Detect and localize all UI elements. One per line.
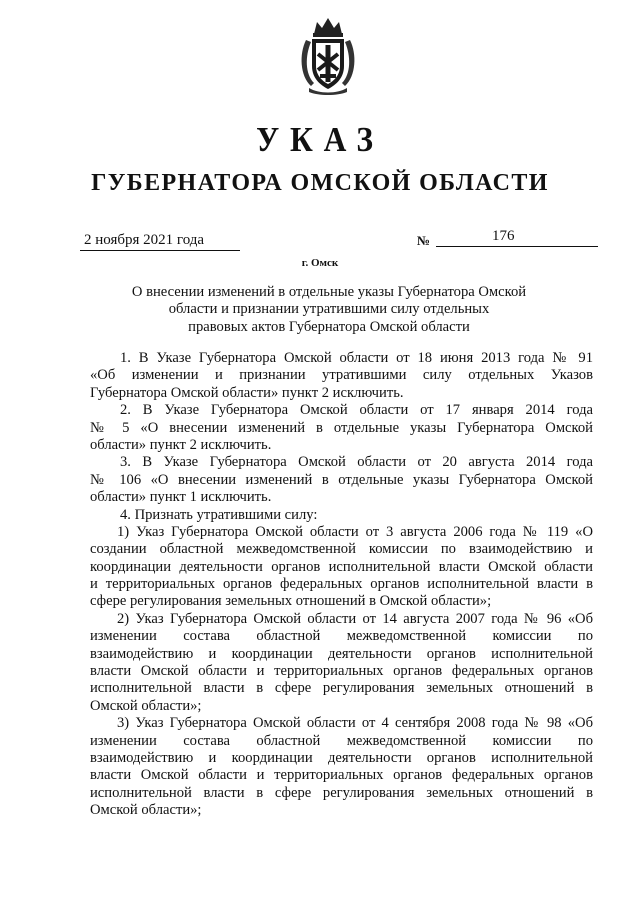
- number-label: №: [417, 233, 431, 248]
- heading-line: правовых актов Губернатора Омской области: [188, 318, 470, 335]
- body-line: 4. Признать утратившими силу:: [120, 506, 318, 523]
- body-line: власти Омской области и территориальных органов федеральных органов: [90, 663, 593, 680]
- body-line: 1. В Указе Губернатора Омской области от 18 июня 2013 года № 91: [120, 350, 593, 366]
- body-line: 1) Указ Губернатора Омской области от 3 августа 2006 года № 119 «О: [117, 523, 593, 540]
- body-line: координации деятельности органов исполнительной власти Омской области: [90, 558, 593, 575]
- body-line: создании областной межведомственной комиссии по взаимодействию и: [90, 541, 593, 558]
- document-body: [90, 350, 593, 820]
- body-line: взаимодействию и координации деятельности органов исполнительной: [90, 749, 593, 766]
- date-field: [80, 232, 240, 251]
- document-title: УКАЗ: [256, 120, 384, 159]
- document-date: 2 ноября 2021 года: [84, 232, 205, 248]
- body-line: изменении состава областной межведомственной комиссии по: [90, 628, 593, 645]
- body-line: и территориальных органов федеральных органов исполнительной власти в: [90, 576, 593, 593]
- body-line: исполнительной власти в сфере регулирования земельных отношений в: [90, 784, 593, 801]
- body-line: взаимодействию и координации деятельности органов исполнительной: [90, 645, 593, 662]
- body-line: сфере регулирования земельных отношений в Омской области»;: [90, 593, 492, 610]
- document-city: г. Омск: [301, 257, 339, 269]
- coat-of-arms-emblem: [297, 14, 359, 96]
- document-subtitle: ГУБЕРНАТОРА ОМСКОЙ ОБЛАСТИ: [91, 170, 549, 196]
- body-line: № 106 «О внесении изменений в отдельные указы Губернатора Омской: [90, 471, 593, 488]
- document-heading: [112, 284, 546, 336]
- body-line: исполнительной власти в сфере регулирования земельных отношений в: [90, 680, 593, 697]
- body-line: области» пункт 1 исключить.: [90, 489, 272, 506]
- body-line: «Об изменении и признании утратившими силу отдельных Указов: [90, 367, 593, 384]
- body-line: Омской области»;: [90, 802, 202, 819]
- body-line: 3) Указ Губернатора Омской области от 4 сентября 2008 года № 98 «Об: [117, 715, 593, 732]
- number-field: [436, 228, 598, 247]
- document-number: 176: [492, 228, 515, 244]
- body-line: 2. В Указе Губернатора Омской области от 17 января 2014 года: [120, 402, 593, 419]
- body-line: 2) Указ Губернатора Омской области от 14 августа 2007 года № 96 «Об: [117, 610, 593, 627]
- heading-line: О внесении изменений в отдельные указы Губернатора Омской: [131, 284, 527, 300]
- body-line: власти Омской области и территориальных органов федеральных органов: [90, 767, 593, 784]
- body-line: изменении состава областной межведомственной комиссии по: [90, 732, 593, 749]
- body-line: области» пункт 2 исключить.: [90, 436, 272, 453]
- heading-line: области и признании утратившими силу отдельных: [168, 301, 490, 318]
- body-line: Губернатора Омской области» пункт 2 исключить.: [90, 384, 404, 401]
- body-line: № 5 «О внесении изменений в отдельные указы Губернатора Омской: [90, 419, 593, 436]
- body-line: 3. В Указе Губернатора Омской области от 20 августа 2014 года: [120, 454, 593, 471]
- body-line: Омской области»;: [90, 697, 202, 714]
